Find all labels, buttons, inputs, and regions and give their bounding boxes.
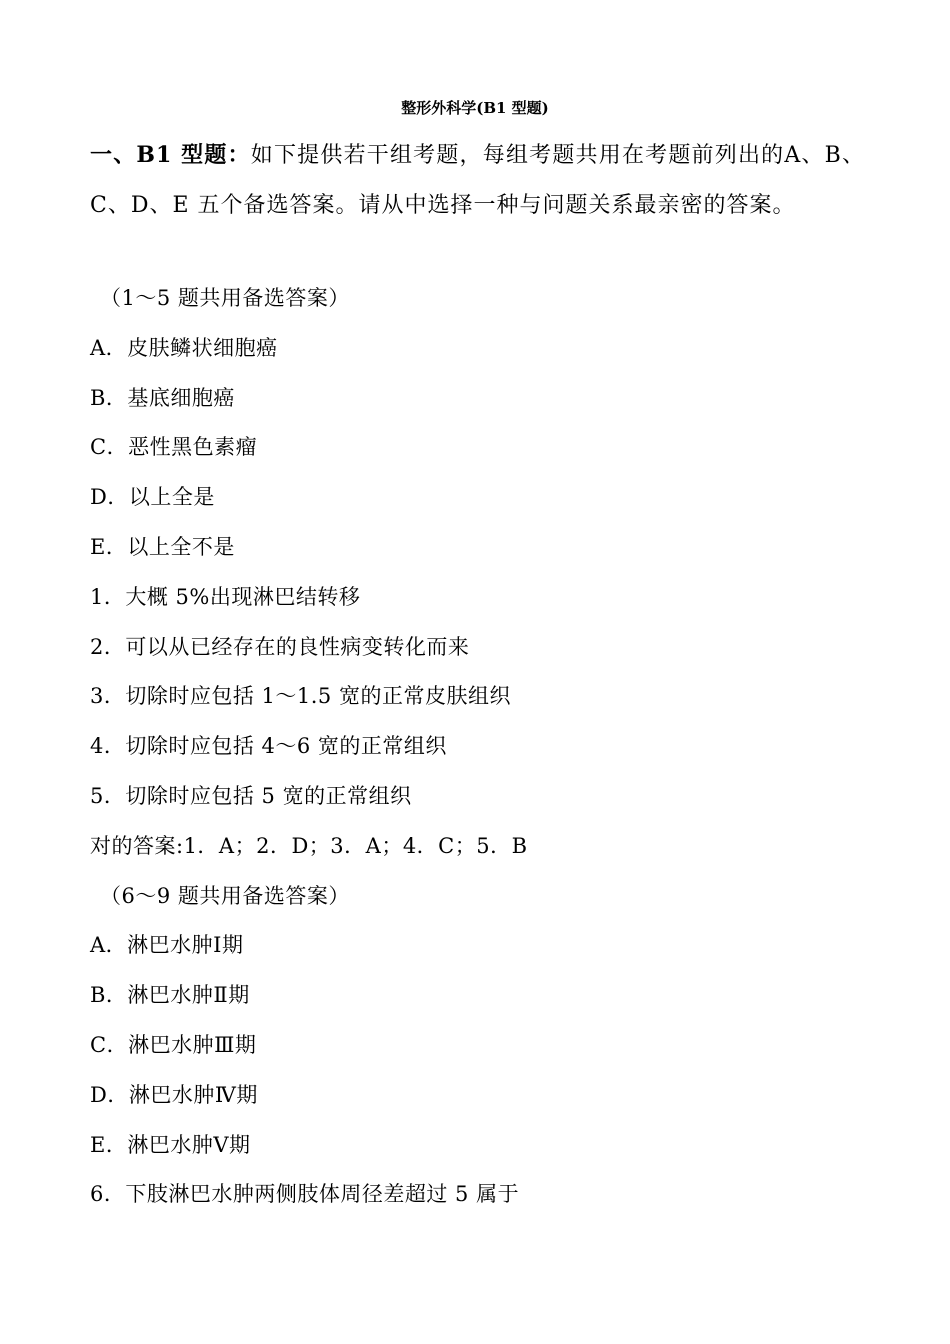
answer-option: D．以上全是 <box>90 485 215 510</box>
answer-option: E．淋巴水肿Ⅴ期 <box>90 1132 251 1157</box>
question-item: 1．大概 5%出现淋巴结转移 <box>90 584 361 609</box>
question-item: 5．切除时应包括 5 宽的正常组织 <box>90 783 412 808</box>
answer-key: 对的答案:1．A；2．D；3．A；4．C；5．B <box>90 833 528 858</box>
instructions-paragraph <box>90 130 865 231</box>
document-title: 整形外科学(B1 型题) <box>401 99 549 117</box>
answer-option: A．皮肤鳞状细胞癌 <box>90 335 278 360</box>
answer-option: D．淋巴水肿Ⅳ期 <box>90 1082 258 1107</box>
answer-option: E．以上全不是 <box>90 534 235 559</box>
answer-option: A．淋巴水肿Ⅰ期 <box>90 933 244 958</box>
group-header: （6～9 题共用备选答案） <box>100 883 350 908</box>
answer-option: C．恶性黑色素瘤 <box>90 435 258 460</box>
question-item: 2．可以从已经存在的良性病变转化而来 <box>90 634 470 659</box>
question-item: 6．下肢淋巴水肿两侧肢体周径差超过 5 属于 <box>90 1182 520 1207</box>
instructions-text: 如下提供若干组考题，每组考题共用在考题前列出的A、B、C、D、E 五个备选答案。请从中选择一种与问题关系最亲密的答案。 <box>90 143 866 218</box>
answer-option: C．淋巴水肿Ⅲ期 <box>90 1032 257 1057</box>
question-item: 4．切除时应包括 4～6 宽的正常组织 <box>90 734 447 759</box>
question-item: 3．切除时应包括 1～1.5 宽的正常皮肤组织 <box>90 684 511 709</box>
section-heading: 一、B1 型题： <box>90 142 251 168</box>
answer-option: B．基底细胞癌 <box>90 385 235 410</box>
answer-option: B．淋巴水肿Ⅱ期 <box>90 983 250 1008</box>
question-list <box>90 274 870 1220</box>
group-header: （1～5 题共用备选答案） <box>100 286 350 310</box>
